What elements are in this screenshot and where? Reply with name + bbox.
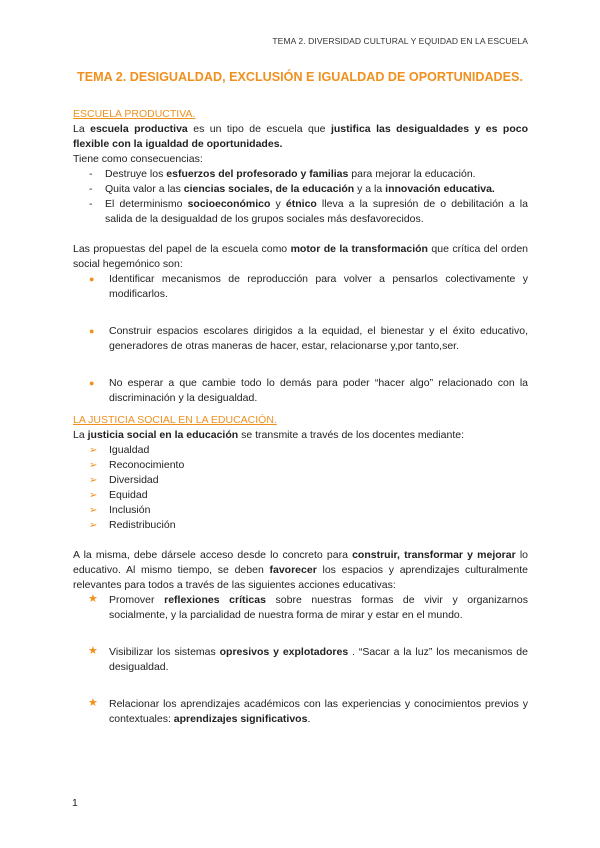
bullet-icon: ● xyxy=(89,274,95,284)
list-item: - Quita valor a las ciencias sociales, de la educación y a la innovación educativa. xyxy=(89,183,495,195)
paragraph: A la misma, debe dársele acceso desde lo concreto para construir, transformar y mejorar lo educativo. Al mismo tiempo, se deben favorecer los espacios y aprendizajes culturalmente relevantes para todos a través de las siguientes acciones educativas: xyxy=(73,549,528,591)
arrow-icon: ➢ xyxy=(89,490,98,501)
list-item: ● Identificar mecanismos de reproducción para volver a pensarlos colectivamente y modificarlos. xyxy=(89,273,528,300)
list-item: ● No esperar a que cambie todo lo demás para poder “hacer algo” relacionado con la discriminación y la desigualdad. xyxy=(89,377,528,404)
list-item: ➢ Inclusión xyxy=(89,504,151,516)
list-item: ➢ Diversidad xyxy=(89,474,159,486)
section-justicia-social xyxy=(73,413,528,727)
arrow-icon: ➢ xyxy=(89,505,98,516)
intro-paragraph: La escuela productiva es un tipo de escuela que justifica las desigualdades y es poco flexible con la igualdad de oportunidades. xyxy=(73,123,528,150)
consequences-label: Tiene como consecuencias: xyxy=(73,153,203,165)
bullet-icon: ● xyxy=(89,326,95,336)
page-number: 1 xyxy=(72,797,78,809)
section-heading: LA JUSTICIA SOCIAL EN LA EDUCACIÓN. xyxy=(73,414,277,426)
list-item: ★ Relacionar los aprendizajes académicos con las experiencias y conocimientos previos y contextuales: aprendizajes significativos. xyxy=(88,697,528,725)
intro-paragraph: La justicia social en la educación se transmite a través de los docentes mediante: xyxy=(73,429,465,441)
list-item: ➢ Igualdad xyxy=(89,444,150,456)
list-item: ★ Visibilizar los sistemas opresivos y explotadores . “Sacar a la luz” los mecanismos de desigualdad. xyxy=(88,645,528,673)
page-title: TEMA 2. DESIGUALDAD, EXCLUSIÓN E IGUALDAD DE OPORTUNIDADES. xyxy=(77,70,523,84)
arrow-icon: ➢ xyxy=(89,460,98,471)
arrow-icon: ➢ xyxy=(89,520,98,531)
list-item: - El determinismo socioeconómico y étnico lleva a la supresión de o debilitación a la salida de la desigualdad de los grupos sociales más desfavorecidos. xyxy=(89,198,528,225)
list-item: ➢ Redistribución xyxy=(89,519,176,531)
list-item: ● Construir espacios escolares dirigidos a la equidad, el bienestar y el éxito educativo, generadores de otras maneras de hacer, estar, relacionarse y,por tanto,ser. xyxy=(89,325,528,352)
list-item: ★ Promover reflexiones críticas sobre nuestras formas de vivir y organizarnos socialmente, y la parcialidad de nuestra forma de mirar y estar en el mundo. xyxy=(88,593,528,621)
list-item: ➢ Reconocimiento xyxy=(89,459,185,471)
proposals-intro: Las propuestas del papel de la escuela como motor de la transformación que crítica del orden social hegemónico son: xyxy=(73,243,529,270)
section-heading: ESCUELA PRODUCTIVA. xyxy=(73,108,196,120)
running-header: TEMA 2. DIVERSIDAD CULTURAL Y EQUIDAD EN LA ESCUELA xyxy=(272,36,528,46)
arrow-icon: ➢ xyxy=(89,445,98,456)
star-icon: ★ xyxy=(88,593,98,605)
star-icon: ★ xyxy=(88,697,98,709)
list-item: - Destruye los esfuerzos del profesorado y familias para mejorar la educación. xyxy=(89,168,476,180)
arrow-icon: ➢ xyxy=(89,475,98,486)
list-item: ➢ Equidad xyxy=(89,489,148,501)
star-icon: ★ xyxy=(88,645,98,657)
bullet-icon: ● xyxy=(89,378,95,388)
section-escuela-productiva xyxy=(73,107,528,406)
